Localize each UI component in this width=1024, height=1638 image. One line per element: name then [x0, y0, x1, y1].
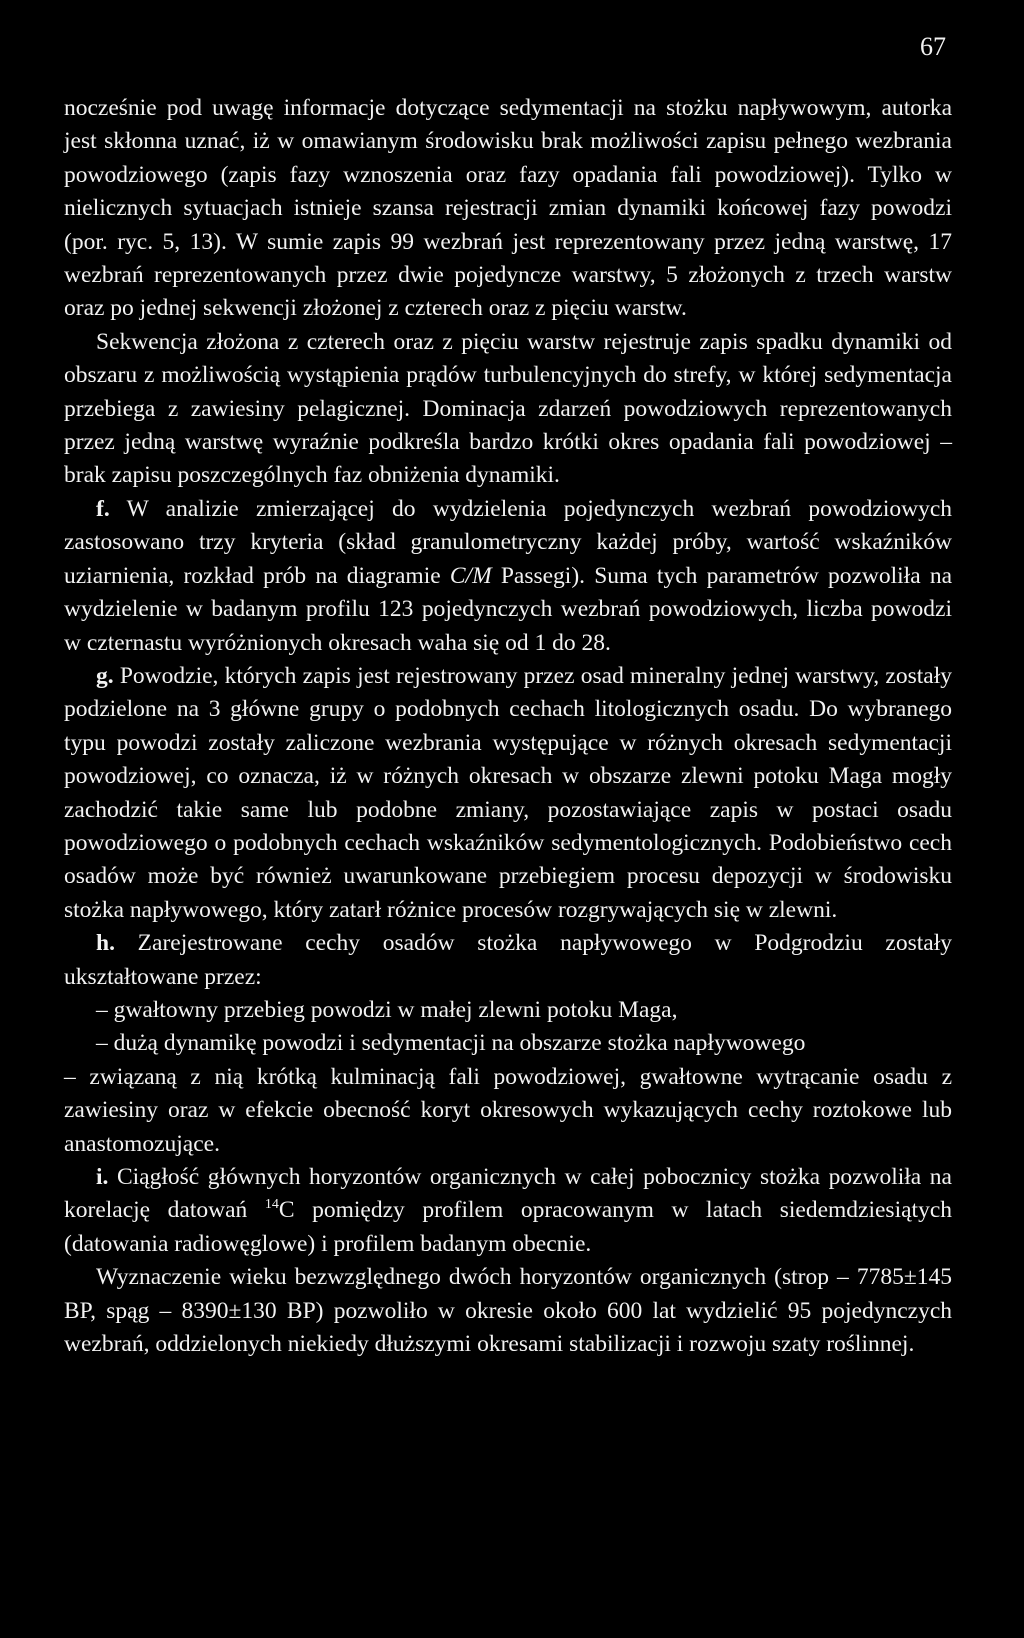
- paragraph-h-text: Zarejestrowane cechy osadów stożka napływowego w Podgrodziu zostały ukształtowane przez:: [64, 930, 952, 990]
- paragraph-h-marker: h.: [96, 930, 115, 957]
- paragraph-i-marker: i.: [96, 1164, 109, 1190]
- list-item-2-continuation: – związaną z nią krótką kulminacją fali powodziowej, gwałtowne wytrącanie osadu z zawiesiny oraz w efekcie obecność koryt okresowych wykazujących cechy roztokowe lub anastomozujące.: [64, 1063, 952, 1157]
- paragraph-i: [64, 1161, 952, 1261]
- paragraph-i-text-a: Ciągłość głównych horyzontów organicznych w całej pobocznicy stożka pozwoliła na korelację datowań: [64, 1164, 952, 1224]
- paragraph-continuation: nocześnie pod uwagę informacje dotyczące sedymentacji na stożku napływowym, autorka jest skłonna uznać, iż w omawianym środowisku brak możliwości zapisu pełnego wezbrania powodziowego (zapis fazy wznoszenia oraz fazy opadania fali powodziowej). Tylko w nielicznych sytuacjach istnieje szansa rejestracji zmian dynamiki końcowej fazy powodzi (por. ryc. 5, 13). W sumie zapis 99 wezbrań jest reprezentowany przez jedną warstwę, 17 wezbrań reprezentowanych przez dwie pojedyncze warstwy, 5 złożonych z trzech warstw oraz po jednej sekwencji złożonej z czterech oraz z pięciu warstw.: [64, 95, 952, 322]
- page-number: 67: [920, 32, 946, 61]
- paragraph-i-superscript: 14: [264, 1197, 279, 1213]
- paragraph-i-text-b: C pomiędzy profilem opracowanym w latach siedemdziesiątych (datowania radiowęglowe) i profilem badanym obecnie.: [64, 1197, 952, 1257]
- list-item-1: – gwałtowny przebieg powodzi w małej zlewni potoku Maga,: [96, 996, 678, 1023]
- list-item-2: – dużą dynamikę powodzi i sedymentacji na obszarze stożka napływowego: [96, 1030, 806, 1057]
- paragraph-g-marker: g.: [96, 662, 114, 689]
- paragraph-dating: Wyznaczenie wieku bezwzględnego dwóch horyzontów organicznych (strop – 7785±145 BP, spąg – 8390±130 BP) pozwoliło w okresie około 600 lat wydzielić 95 pojedynczych wezbrań, oddzielonych niekiedy dłuższymi okresami stabilizacji i rozwoju szaty roślinnej.: [64, 1264, 952, 1358]
- body-text: [64, 92, 952, 1361]
- paragraph-g-text: Powodzie, których zapis jest rejestrowany przez osad mineralny jednej warstwy, zostały podzielone na 3 główne grupy o podobnych cechach litologicznych osadu. Do wybranego typu powodzi zostały zaliczone wezbrania występujące w różnych okresach sedymentacji powodziowej, co oznacza, iż w różnych okresach w obszarze zlewni potoku Maga mogły zachodzić takie same lub podobne zmiany, pozostawiające zapis w postaci osadu powodziowego o podobnych cechach wskaźników sedymentologicznych. Podobieństwo cech osadów może być również uwarunkowane przebiegiem procesu depozycji w środowisku stożka napływowego, który zatarł różnice procesów rozgrywających się w zlewni.: [64, 662, 952, 923]
- paragraph-f-marker: f.: [96, 495, 110, 522]
- paragraph-f-text-b: Passegi). Suma tych parametrów pozwoliła na wydzielenie w badanym profilu 123 pojedynczych wezbrań powodziowych, liczba powodzi w czternastu wyróżnionych okresach waha się od 1 do 28.: [64, 562, 953, 656]
- paragraph-g: [64, 660, 952, 927]
- paragraph-f-italic: C/M: [449, 562, 492, 589]
- paragraph-sequence: Sekwencja złożona z czterech oraz z pięciu warstw rejestruje zapis spadku dynamiki od obszaru z możliwością wystąpienia prądów turbulencyjnych do strefy, w której sedymentacja przebiega z zawiesiny pelagicznej. Dominacja zdarzeń powodziowych reprezentowanych przez jedną warstwę wyraźnie podkreśla bardzo krótki okres opadania fali powodziowej – brak zapisu poszczególnych faz obniżenia dynamiki.: [64, 328, 952, 489]
- paragraph-f-text-a: W analizie zmierzającej do wydzielenia pojedynczych wezbrań powodziowych zastosowano trzy kryteria (skład granulometryczny każdej próby, wartość wskaźników uziarnienia, rozkład prób na diagramie: [64, 495, 952, 589]
- paragraph-h: [64, 927, 952, 994]
- paragraph-f: [64, 493, 952, 660]
